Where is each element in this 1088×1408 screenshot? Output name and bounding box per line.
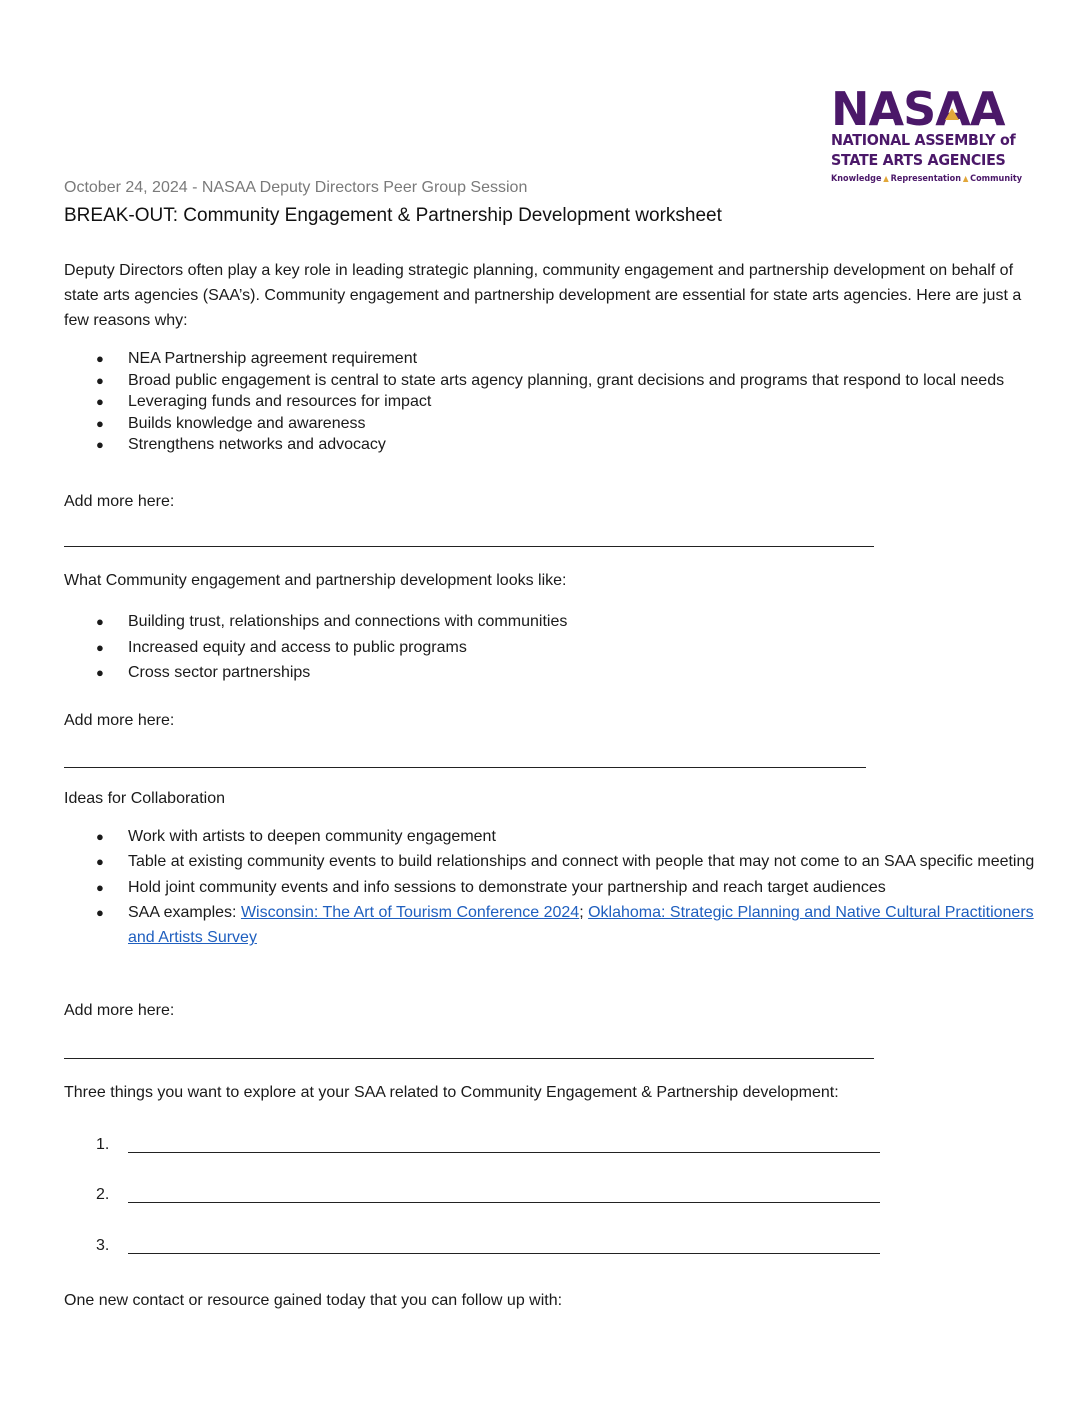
add-more-label: Add more here: [64,712,175,729]
add-more-label: Add more here: [64,493,175,510]
session-date-line: October 24, 2024 - NASAA Deputy Directors Peer Group Session [64,179,528,196]
logo-line-1: NATIONAL ASSEMBLY of [831,131,1016,149]
gold-triangle-icon [945,108,959,120]
section-heading-looks-like: What Community engagement and partnership development looks like: [64,572,567,589]
list-item: ● Cross sector partnerships [64,660,1054,686]
add-more-label: Add more here: [64,1002,175,1019]
add-more-answer-line-2[interactable] [64,767,866,768]
list-item: ● SAA examples: Wisconsin: The Art of Tourism Conference 2024; Oklahoma: Strategic Planning and Native Cultural Practitioners and Artists Survey [64,900,1054,951]
intro-paragraph: Deputy Directors often play a key role in leading strategic planning, community engagement and partnership development on behalf of state arts agencies (SAA’s). Community engagement and partnership development are essential for state arts agencies. Here are just a few reasons why: [64,262,1022,329]
explore-answer-line-3[interactable] [128,1253,880,1254]
item-number-3: 3. [96,1237,110,1254]
section-heading-new-contact: One new contact or resource gained today that you can follow up with: [64,1292,563,1309]
bullet-icon: ● [96,829,104,844]
bullet-icon: ● [96,665,104,680]
list-item: ● Builds knowledge and awareness [64,413,1054,435]
list-item: ● Table at existing community events to build relationships and connect with people that may not come to an SAA specific meeting [64,849,1054,874]
list-item: ● Broad public engagement is central to state arts agency planning, grant decisions and programs that respond to local needs [64,370,1054,392]
bullet-icon: ● [96,415,104,431]
logo-line-2: STATE ARTS AGENCIES [831,151,1006,169]
bullet-icon: ● [96,904,104,920]
list-item: ● Strengthens networks and advocacy [64,434,1054,456]
logo-wordmark: NASAA [831,82,1005,136]
triangle-icon: ▲ [962,174,969,183]
reasons-list [64,348,1054,456]
nasaa-logo [831,82,1023,184]
looks-like-list [64,609,1054,686]
section-heading-collaboration: Ideas for Collaboration [64,790,225,807]
list-item: ● Leveraging funds and resources for impact [64,391,1054,413]
bullet-icon: ● [96,639,104,655]
collaboration-list [64,824,1054,950]
list-item: ● Hold joint community events and info sessions to demonstrate your partnership and reach target audiences [64,875,1054,900]
explore-answer-line-2[interactable] [128,1202,880,1203]
bullet-icon: ● [96,351,104,366]
list-item: ● Building trust, relationships and connections with communities [64,609,1054,635]
section-heading-three-things: Three things you want to explore at your SAA related to Community Engagement & Partnership development: [64,1084,839,1101]
wisconsin-link[interactable]: Wisconsin: The Art of Tourism Conference 2024 [240,903,580,921]
item-number-1: 1. [96,1136,110,1153]
item-number-2: 2. [96,1186,110,1203]
list-item: ● NEA Partnership agreement requirement [64,348,1054,370]
logo-tagline: Knowledge ▲ Representation ▲ Community [831,174,1023,184]
oklahoma-link[interactable]: Oklahoma: Strategic Planning and Native Cultural Practitioners and Artists Survey [128,903,1034,947]
list-item: ● Increased equity and access to public programs [64,635,1054,661]
bullet-icon: ● [96,394,104,410]
bullet-icon: ● [96,437,104,453]
list-item: ● Work with artists to deepen community engagement [64,824,1054,849]
explore-answer-line-1[interactable] [128,1152,880,1153]
triangle-icon: ▲ [883,174,889,183]
bullet-icon: ● [96,614,104,629]
add-more-answer-line-3[interactable] [64,1058,874,1059]
bullet-icon: ● [96,854,104,870]
bullet-icon: ● [96,372,104,388]
bullet-icon: ● [96,879,104,895]
add-more-answer-line-1[interactable] [64,546,874,547]
page-title: BREAK-OUT: Community Engagement & Partnership Development worksheet [64,205,722,226]
